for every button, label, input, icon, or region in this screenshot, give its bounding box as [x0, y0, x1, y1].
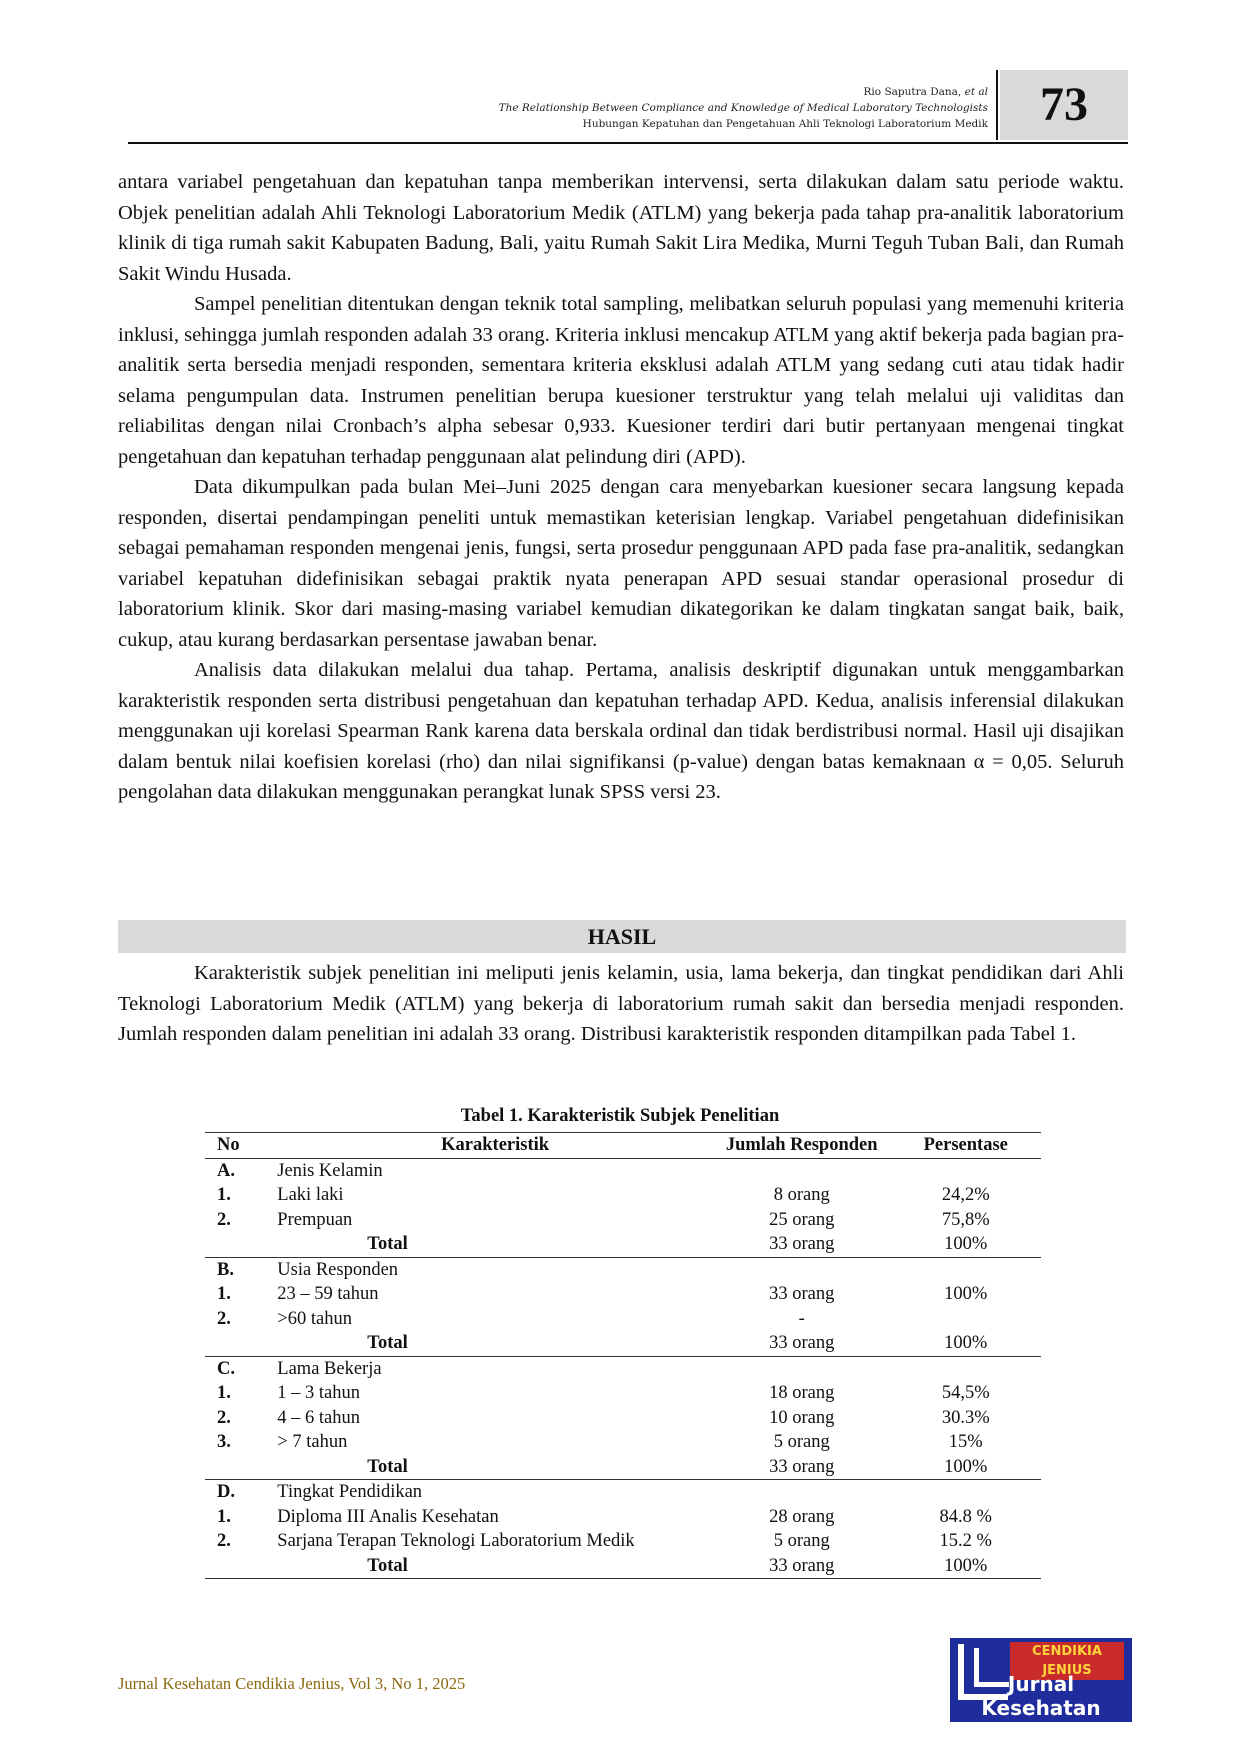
total-percent: 100%	[891, 1331, 1042, 1356]
row-label: 23 – 59 tahun	[277, 1284, 379, 1304]
total-label: Total	[277, 1331, 713, 1356]
paragraph-4: Analisis data dilakukan melalui dua tahap. Pertama, analisis deskriptif digunakan untuk menggambarkan karakteristik responden serta distribusi pengetahuan dan kepatuhan terhadap APD. Kedua, analisis inferensial dilakukan menggunakan uji korelasi Spearman Rank karena data berskala ordinal dan tidak berdistribusi normal. Hasil uji disajikan dalam bentuk nilai koefisien korelasi (rho) dan nilai signifikansi (p-value) dengan batas kemaknaan α = 0,05. Seluruh pengolahan data dilakukan menggunakan perangkat lunak SPSS versi 23.	[118, 659, 1124, 803]
table-row	[205, 1505, 1041, 1530]
paragraph-1: antara variabel pengetahuan dan kepatuhan tanpa memberikan intervensi, serta dilakukan dalam satu periode waktu. Objek penelitian adalah Ahli Teknologi Laboratorium Medik (ATLM) yang bekerja pada tahap pra-analitik laboratorium klinik di tiga rumah sakit Kabupaten Badung, Bali, yaitu Rumah Sakit Lira Medika, Murni Teguh Tuban Bali, dan Rumah Sakit Windu Husada.	[118, 171, 1124, 285]
total-row	[205, 1455, 1041, 1480]
col-header-karakteristik: Karakteristik	[277, 1133, 713, 1159]
row-no: 1.	[217, 1506, 231, 1527]
page-number: 73	[1000, 70, 1128, 140]
row-count: 18 orang	[769, 1383, 835, 1403]
row-percent: 75,8%	[941, 1209, 990, 1230]
table-row	[205, 1381, 1041, 1406]
table-caption: Tabel 1. Karakteristik Subjek Penelitian	[460, 1106, 780, 1126]
total-row	[205, 1554, 1041, 1579]
group-code: C.	[217, 1358, 235, 1379]
row-no: 1.	[217, 1383, 231, 1403]
row-percent: 15.2 %	[939, 1531, 992, 1551]
total-label: Total	[277, 1455, 713, 1480]
table-row	[205, 1183, 1041, 1208]
table-row	[205, 1529, 1041, 1554]
section-heading-hasil: HASIL	[118, 920, 1126, 953]
total-count: 33 orang	[713, 1232, 891, 1257]
paragraph-3: Data dikumpulkan pada bulan Mei–Juni 2025 dengan cara menyebarkan kuesioner secara langsung kepada responden, disertai pendampingan peneliti untuk memastikan keterisian lengkap. Variabel pengetahuan didefinisikan sebagai pemahaman responden mengenai jenis, fungsi, serta prosedur penggunaan APD pada fase pra-analitik, sedangkan variabel kepatuhan didefinisikan sebagai praktik nyata penerapan APD sesuai standar operasional prosedur di laboratorium klinik. Skor dari masing-masing variabel kemudian dikategorikan ke dalam tingkatan sangat baik, baik, cukup, atau kurang berdasarkan persentase jawaban benar.	[118, 476, 1124, 651]
group-row	[205, 1356, 1041, 1381]
row-count: 33 orang	[769, 1284, 835, 1304]
group-row	[205, 1480, 1041, 1505]
total-percent: 100%	[891, 1455, 1042, 1480]
total-count: 33 orang	[713, 1455, 891, 1480]
header-author: Rio Saputra Dana,	[863, 86, 965, 98]
total-label: Total	[277, 1232, 713, 1257]
row-percent: 84.8 %	[939, 1506, 992, 1527]
logo-bottom-text: Jurnal Kesehatan	[981, 1672, 1101, 1720]
col-header-jumlah: Jumlah Responden	[713, 1133, 891, 1159]
group-name: Jenis Kelamin	[277, 1160, 383, 1181]
row-percent: 54,5%	[941, 1383, 990, 1403]
methods-text	[118, 167, 1124, 808]
row-no: 1.	[217, 1185, 231, 1205]
row-label: Laki laki	[277, 1185, 344, 1205]
row-no: 2.	[217, 1308, 231, 1329]
table-row	[205, 1208, 1041, 1233]
row-no: 1.	[217, 1284, 231, 1304]
footer-journal: Jurnal Kesehatan Cendikia Jenius, Vol 3, No 1, 2025	[118, 1674, 466, 1693]
row-count: 8 orang	[773, 1185, 830, 1205]
row-percent	[891, 1307, 1042, 1332]
journal-logo	[950, 1638, 1132, 1722]
row-percent: 15%	[948, 1432, 983, 1452]
characteristics-table	[205, 1132, 1041, 1579]
row-no: 2.	[217, 1407, 231, 1428]
results-text	[118, 958, 1124, 1050]
row-no: 3.	[217, 1432, 231, 1452]
col-header-no: No	[205, 1133, 277, 1159]
logo-top-text: CENDIKIA JENIUS	[1010, 1642, 1124, 1680]
group-name: Tingkat Pendidikan	[277, 1482, 423, 1502]
col-header-persentase: Persentase	[891, 1133, 1042, 1159]
table-row	[205, 1307, 1041, 1332]
total-percent: 100%	[891, 1554, 1042, 1579]
row-count: 10 orang	[769, 1407, 835, 1428]
row-count: -	[798, 1308, 805, 1329]
group-code: A.	[217, 1160, 235, 1181]
row-label: 4 – 6 tahun	[277, 1407, 361, 1428]
group-row	[205, 1158, 1041, 1183]
header-rule	[128, 142, 1128, 144]
row-percent: 24,2%	[941, 1185, 990, 1205]
header-author-etal: et al	[964, 86, 988, 98]
total-label: Total	[277, 1554, 713, 1579]
row-label: Prempuan	[277, 1209, 353, 1230]
row-percent: 30.3%	[941, 1407, 990, 1428]
paragraph-2: Sampel penelitian ditentukan dengan teknik total sampling, melibatkan seluruh populasi yang memenuhi kriteria inklusi, sehingga jumlah responden adalah 33 orang. Kriteria inklusi mencakup ATLM yang aktif bekerja pada bagian pra-analitik serta bersedia menjadi responden, sementara kriteria eksklusi adalah ATLM yang sedang cuti atau tidak hadir selama pengumpulan data. Instrumen penelitian berupa kuesioner terstruktur yang telah melalui uji validitas dan reliabilitas dengan nilai Cronbach’s alpha sebesar 0,933. Kuesioner terdiri dari butir pertanyaan mengenai tingkat pengetahuan dan kepatuhan terhadap penggunaan alat pelindung diri (APD).	[118, 293, 1124, 468]
total-row	[205, 1232, 1041, 1257]
row-no: 2.	[217, 1531, 231, 1551]
row-count: 25 orang	[769, 1209, 835, 1230]
row-label: Diploma III Analis Kesehatan	[277, 1506, 499, 1527]
table-header-row	[205, 1133, 1041, 1159]
total-percent: 100%	[891, 1232, 1042, 1257]
row-label: Sarjana Terapan Teknologi Laboratorium Medik	[277, 1531, 635, 1551]
row-percent: 100%	[944, 1284, 988, 1304]
hasil-paragraph: Karakteristik subjek penelitian ini meliputi jenis kelamin, usia, lama bekerja, dan tingkat pendidikan dari Ahli Teknologi Laboratorium Medik (ATLM) yang bekerja di laboratorium rumah sakit dan bersedia menjadi responden. Jumlah responden dalam penelitian ini adalah 33 orang. Distribusi karakteristik responden ditampilkan pada Tabel 1.	[118, 962, 1124, 1045]
row-count: 5 orang	[773, 1531, 830, 1551]
group-code: B.	[217, 1259, 234, 1280]
group-code: D.	[217, 1482, 235, 1502]
table-row	[205, 1282, 1041, 1307]
group-name: Usia Responden	[277, 1259, 399, 1280]
group-name: Lama Bekerja	[277, 1358, 382, 1379]
table-row	[205, 1430, 1041, 1455]
row-no: 2.	[217, 1209, 231, 1230]
row-label: > 7 tahun	[277, 1432, 348, 1452]
row-count: 5 orang	[773, 1432, 830, 1452]
running-head	[499, 84, 988, 132]
total-count: 33 orang	[713, 1331, 891, 1356]
page-header	[128, 70, 1128, 146]
row-label: 1 – 3 tahun	[277, 1383, 361, 1403]
header-title-en: The Relationship Between Compliance and Knowledge of Medical Laboratory Technologists	[498, 102, 988, 114]
total-count: 33 orang	[713, 1554, 891, 1579]
total-row	[205, 1331, 1041, 1356]
group-row	[205, 1257, 1041, 1282]
table-row	[205, 1406, 1041, 1431]
row-count: 28 orang	[769, 1506, 835, 1527]
row-label: >60 tahun	[277, 1308, 352, 1329]
header-title-id: Hubungan Kepatuhan dan Pengetahuan Ahli Teknologi Laboratorium Medik	[582, 118, 988, 130]
header-divider	[996, 70, 998, 140]
